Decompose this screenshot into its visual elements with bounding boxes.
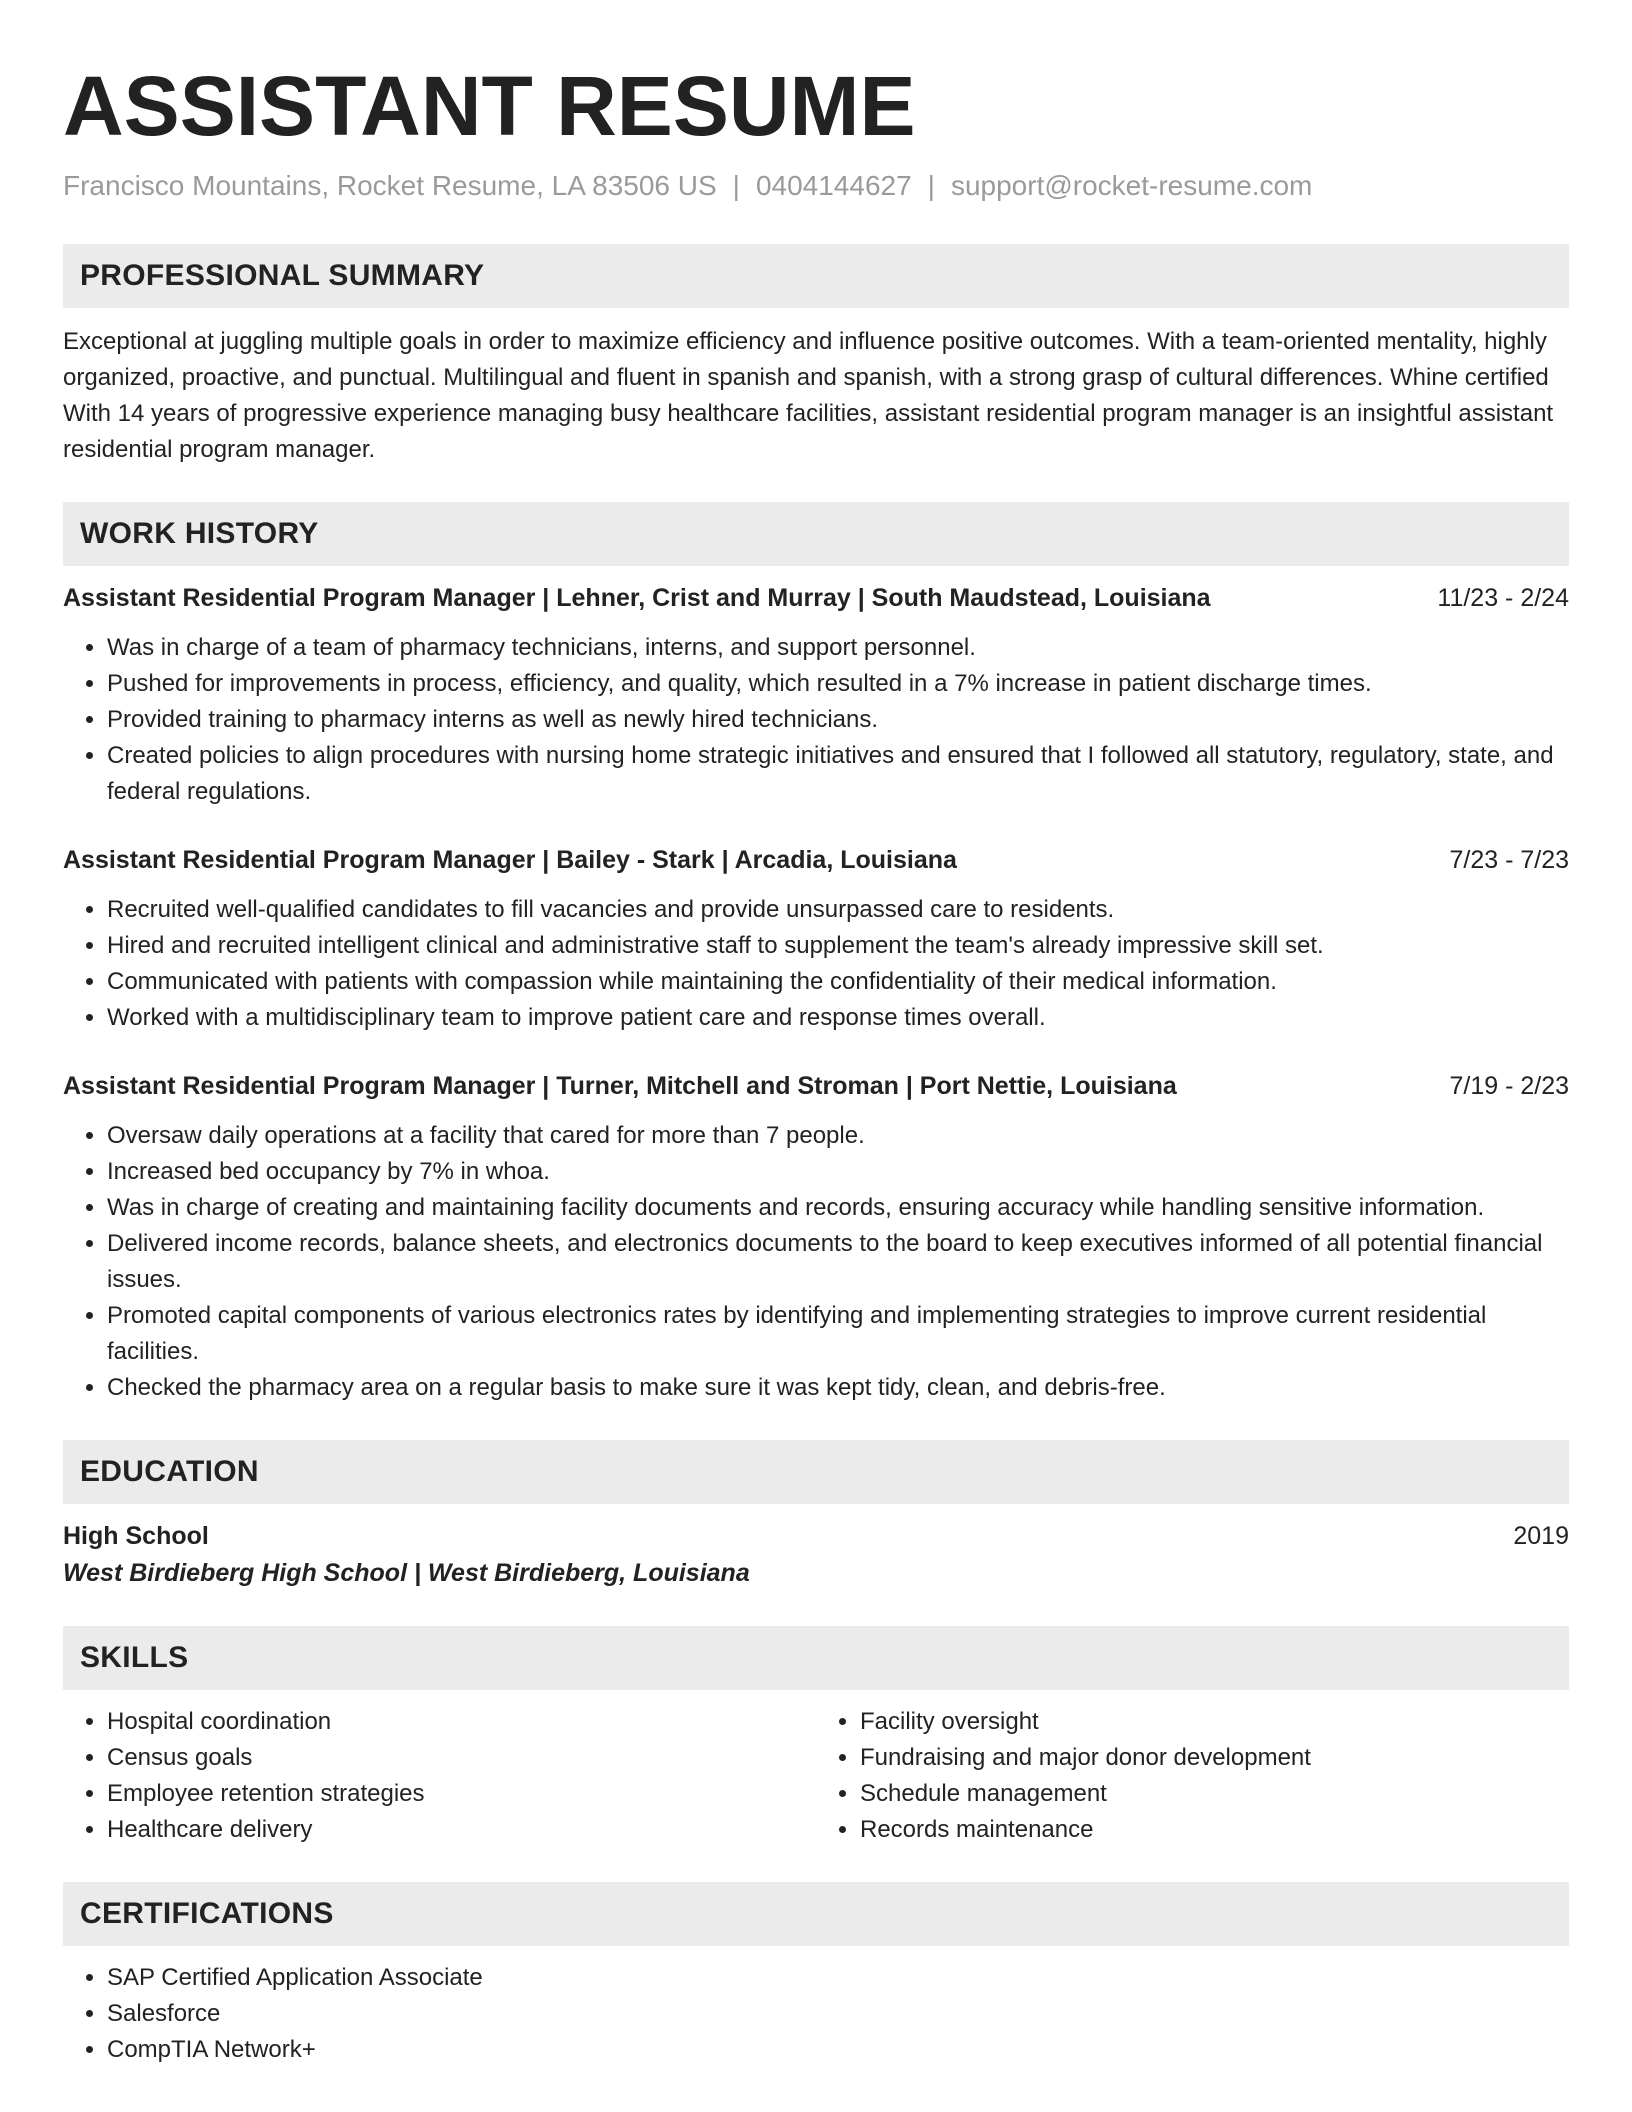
education-header <box>63 1518 1569 1554</box>
job-bullets <box>63 1118 1569 1406</box>
section-header-skills: SKILLS <box>63 1626 1569 1690</box>
list-item: • Healthcare delivery <box>107 1812 816 1848</box>
section-header-education: EDUCATION <box>63 1440 1569 1504</box>
list-item: • SAP Certified Application Associate <box>107 1960 1569 1996</box>
job-title: Assistant Residential Program Manager | Turner, Mitchell and Stroman | Port Nettie, Louisiana <box>63 1072 1177 1100</box>
list-item: • Delivered income records, balance sheets, and electronics documents to the board to keep executives informed of all potential financial issues. <box>107 1226 1569 1298</box>
job-bullets <box>63 630 1569 810</box>
skills-list-left <box>63 1704 816 1848</box>
list-item: • Schedule management <box>860 1776 1569 1812</box>
list-item: • Promoted capital components of various electronics rates by identifying and implementing strategies to improve current residential facilities. <box>107 1298 1569 1370</box>
list-item: • Census goals <box>107 1740 816 1776</box>
job-entry <box>63 580 1569 810</box>
contact-email: support@rocket-resume.com <box>950 170 1313 201</box>
list-item: • Hospital coordination <box>107 1704 816 1740</box>
list-item: • Employee retention strategies <box>107 1776 816 1812</box>
section-header-summary: PROFESSIONAL SUMMARY <box>63 244 1569 308</box>
education-year: 2019 <box>1513 1522 1569 1550</box>
job-entry <box>63 842 1569 1036</box>
list-item: • Checked the pharmacy area on a regular basis to make sure it was kept tidy, clean, and debris-free. <box>107 1370 1569 1406</box>
summary-text: Exceptional at juggling multiple goals in order to maximize efficiency and influence positive outcomes. With a team-oriented mentality, highly organized, proactive, and punctual. Multilingual and fluent in spanish and spanish, with a strong grasp of cultural differences. Whine certified With 14 years of progressive experience managing busy healthcare facilities, assistant residential program manager is an insightful assistant residential program manager. <box>63 328 1554 463</box>
list-item: • Records maintenance <box>860 1812 1569 1848</box>
job-title: Assistant Residential Program Manager | Lehner, Crist and Murray | South Maudstead, Louisiana <box>63 584 1211 612</box>
list-item: • Salesforce <box>107 1996 1569 2032</box>
education-school: West Birdieberg High School | West Birdieberg, Louisiana <box>63 1559 750 1587</box>
list-item: • Facility oversight <box>860 1704 1569 1740</box>
job-dates: 11/23 - 2/24 <box>1437 584 1569 612</box>
job-title: Assistant Residential Program Manager | Bailey - Stark | Arcadia, Louisiana <box>63 846 957 874</box>
contact-phone: 0404144627 <box>755 170 912 201</box>
education-degree: High School <box>63 1522 209 1550</box>
contact-separator: | <box>927 170 935 201</box>
list-item: • Was in charge of a team of pharmacy technicians, interns, and support personnel. <box>107 630 1569 666</box>
list-item: • Worked with a multidisciplinary team to improve patient care and response times overall. <box>107 1000 1569 1036</box>
list-item: • Increased bed occupancy by 7% in whoa. <box>107 1154 1569 1190</box>
section-header-work: WORK HISTORY <box>63 502 1569 566</box>
job-header <box>63 580 1569 616</box>
certifications-list <box>63 1960 1569 2068</box>
job-dates: 7/19 - 2/23 <box>1449 1072 1569 1100</box>
skills-grid <box>63 1704 1569 1848</box>
list-item: • Oversaw daily operations at a facility that cared for more than 7 people. <box>107 1118 1569 1154</box>
list-item: • Created policies to align procedures with nursing home strategic initiatives and ensured that I followed all statutory, regulatory, state, and federal regulations. <box>107 738 1569 810</box>
list-item: • CompTIA Network+ <box>107 2032 1569 2068</box>
contact-separator: | <box>732 170 740 201</box>
list-item: • Fundraising and major donor development <box>860 1740 1569 1776</box>
job-header <box>63 1068 1569 1104</box>
job-dates: 7/23 - 7/23 <box>1449 846 1569 874</box>
job-bullets <box>63 892 1569 1036</box>
list-item: • Provided training to pharmacy interns as well as newly hired technicians. <box>107 702 1569 738</box>
contact-line <box>63 168 1569 204</box>
job-entry <box>63 1068 1569 1406</box>
list-item: • Was in charge of creating and maintaining facility documents and records, ensuring accuracy while handling sensitive information. <box>107 1190 1569 1226</box>
resume-title: ASSISTANT RESUME <box>63 59 916 153</box>
section-header-certifications: CERTIFICATIONS <box>63 1882 1569 1946</box>
contact-address: Francisco Mountains, Rocket Resume, LA 83506 US <box>63 170 717 201</box>
skills-list-right <box>816 1704 1569 1848</box>
list-item: • Recruited well-qualified candidates to fill vacancies and provide unsurpassed care to residents. <box>107 892 1569 928</box>
list-item: • Hired and recruited intelligent clinical and administrative staff to supplement the team's already impressive skill set. <box>107 928 1569 964</box>
list-item: • Pushed for improvements in process, efficiency, and quality, which resulted in a 7% increase in patient discharge times. <box>107 666 1569 702</box>
education-entry <box>63 1518 1569 1592</box>
list-item: • Communicated with patients with compassion while maintaining the confidentiality of their medical information. <box>107 964 1569 1000</box>
job-header <box>63 842 1569 878</box>
